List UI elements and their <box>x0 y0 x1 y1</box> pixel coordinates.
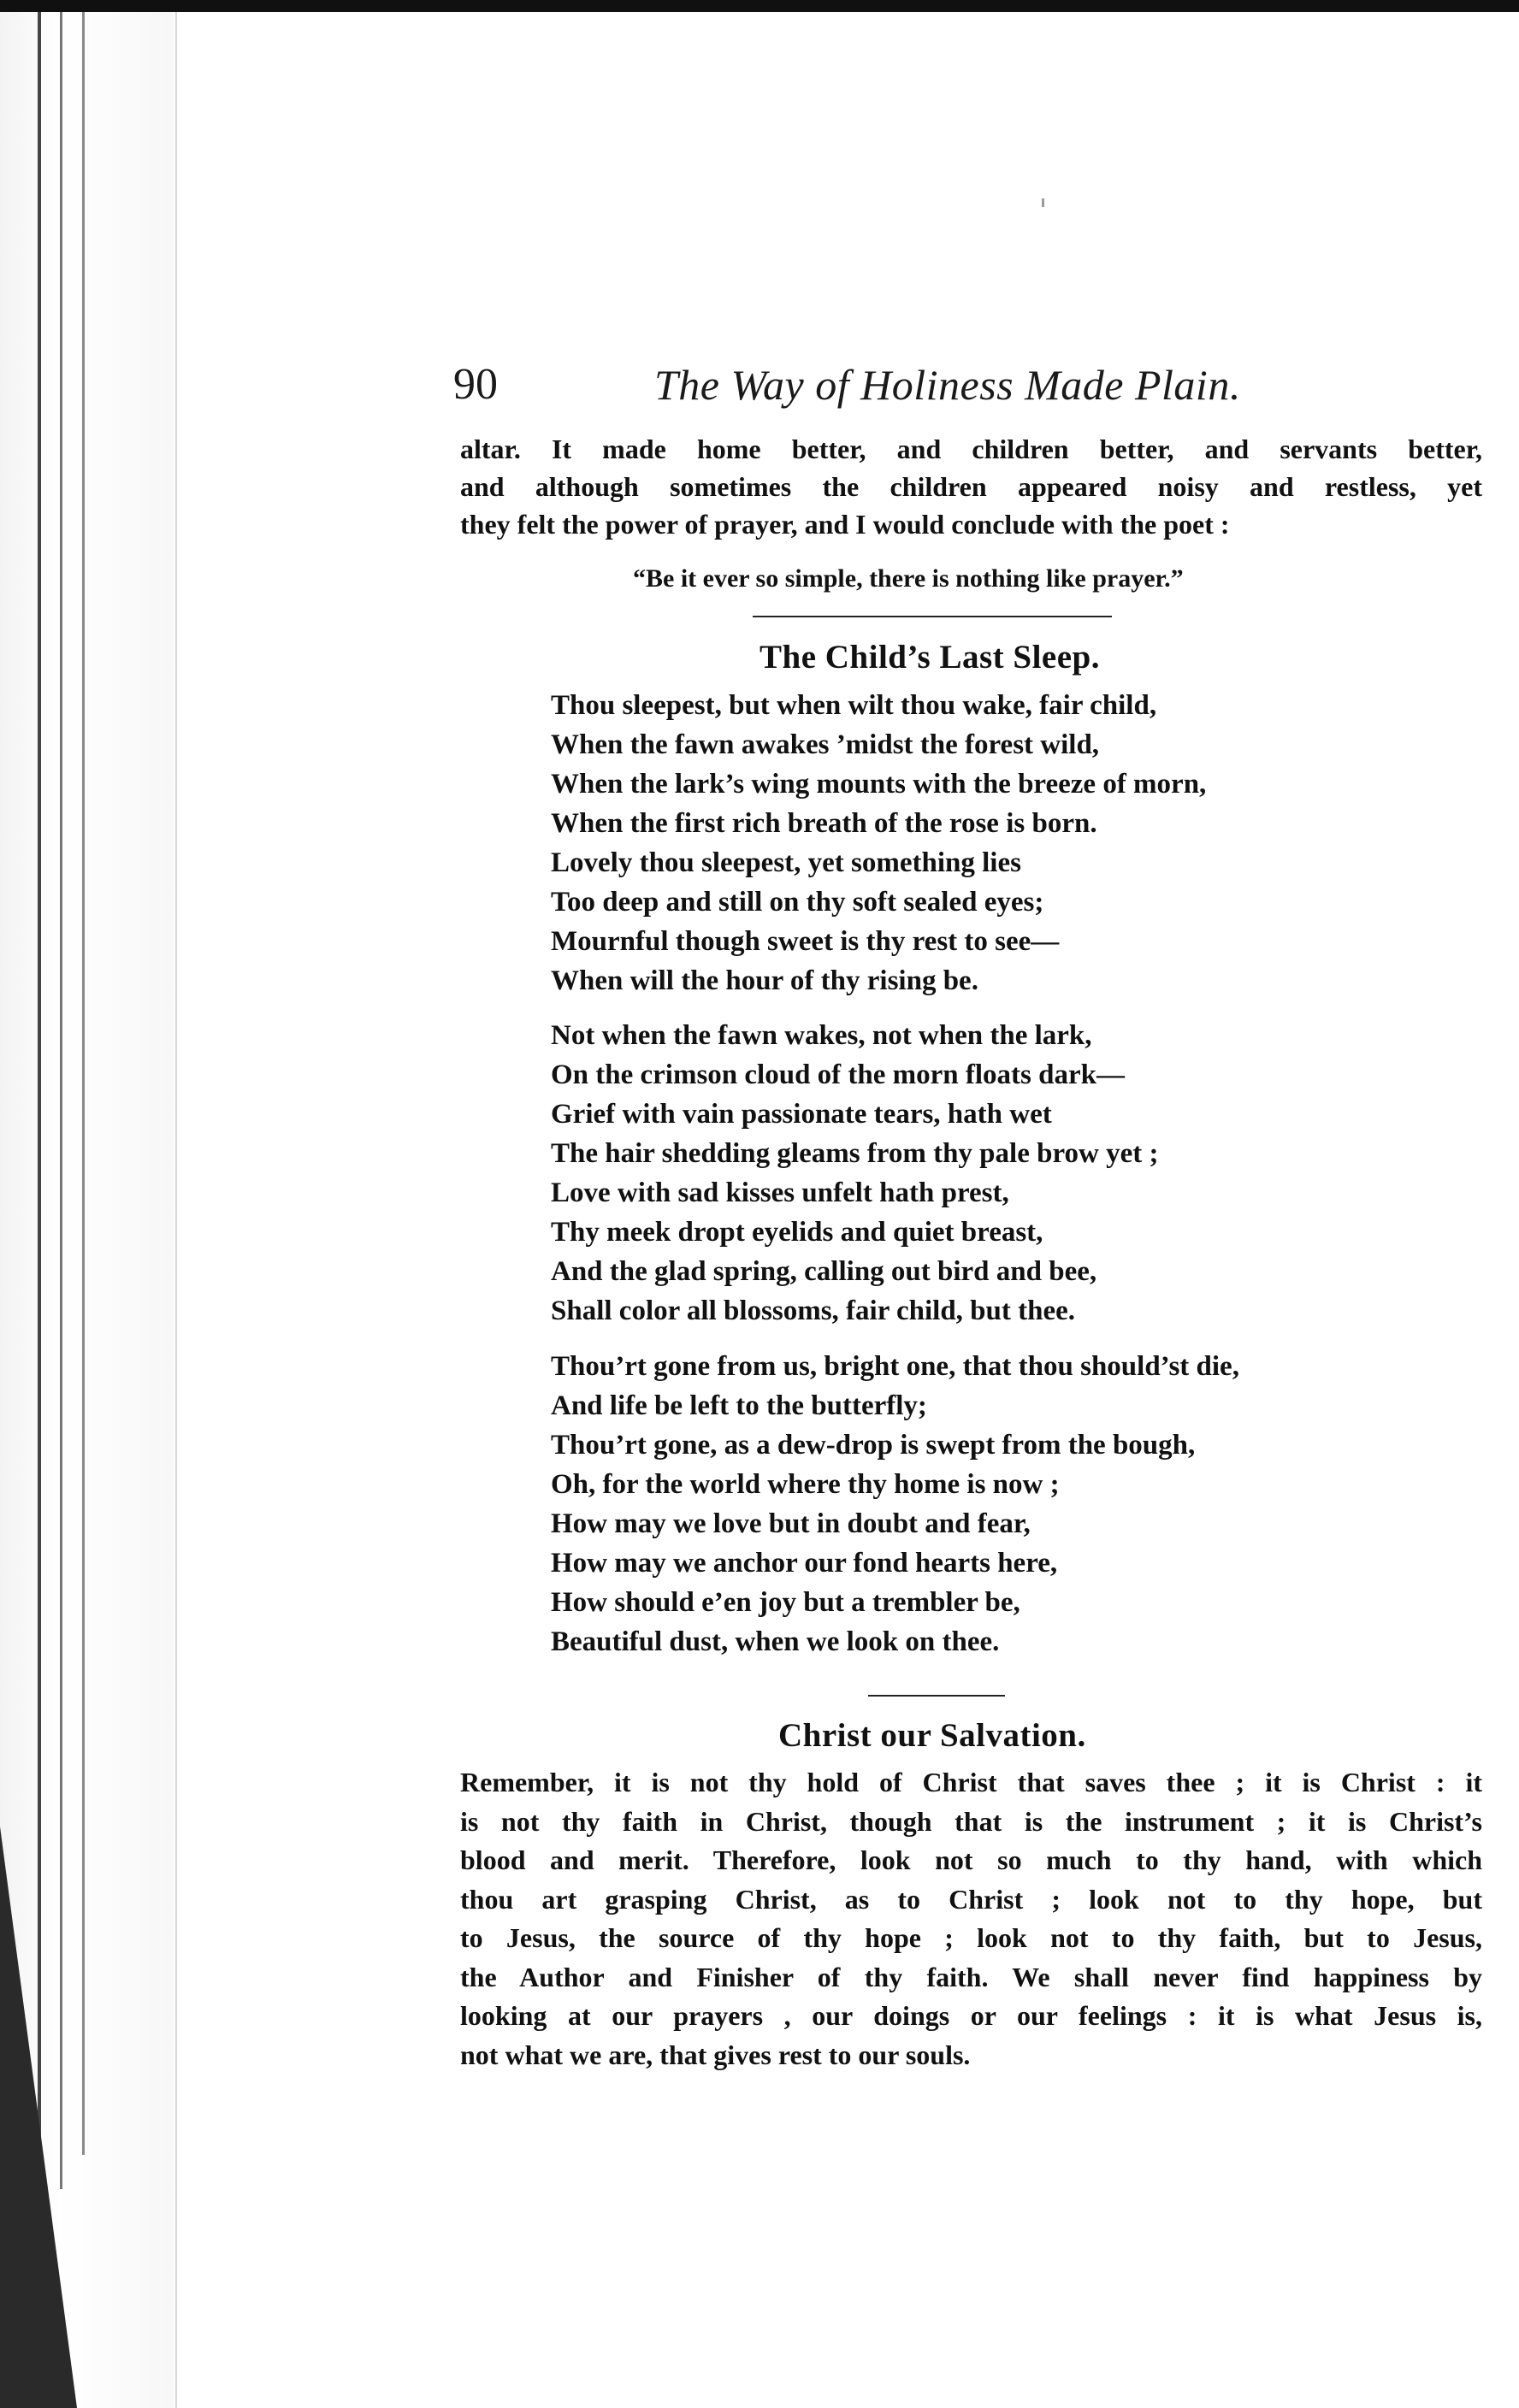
page-corner-shadow <box>0 1827 77 2408</box>
verse-line: Mournful though sweet is thy rest to see— <box>551 926 1060 957</box>
paragraph-line: looking at our prayers , our doings or our feelings : it is what Jesus is, <box>460 2000 1482 2031</box>
scan-speck <box>1042 198 1044 207</box>
verse-line: And the glad spring, calling out bird and bee, <box>551 1256 1097 1287</box>
verse-line: Thou’rt gone, as a dew-drop is swept from the bough, <box>551 1430 1196 1461</box>
verse-line: How may we anchor our fond hearts here, <box>551 1548 1058 1579</box>
poem-title: The Child’s Last Sleep. <box>760 639 1100 676</box>
paragraph-line: the Author and Finisher of thy faith. We shall never find happiness by <box>460 1961 1482 1992</box>
verse-line: When the lark’s wing mounts with the breeze of morn, <box>551 769 1207 800</box>
verse-line: Beautiful dust, when we look on thee. <box>551 1626 1000 1657</box>
page-number: 90 <box>453 360 498 409</box>
paragraph-line: altar. It made home better, and children better, and servants better, <box>460 434 1482 464</box>
quotation: “Be it ever so simple, there is nothing like prayer.” <box>633 564 1184 593</box>
verse-line: When the fawn awakes ’midst the forest wild, <box>551 729 1100 760</box>
page-edge <box>82 0 85 2155</box>
page-header <box>453 351 1351 419</box>
paragraph-line: and although sometimes the children appeared noisy and restless, yet <box>460 471 1482 502</box>
verse-line: Lovely thou sleepest, yet something lies <box>551 847 1021 878</box>
paragraph-line: blood and merit. Therefore, look not so much to thy hand, with which <box>460 1844 1482 1875</box>
opening-paragraph <box>460 430 1482 543</box>
verse-line: Oh, for the world where thy home is now ; <box>551 1469 1060 1500</box>
section-paragraph <box>460 1763 1482 2075</box>
paragraph-line: to Jesus, the source of thy hope ; look not to thy faith, but to Jesus, <box>460 1922 1482 1953</box>
section-divider <box>868 1695 1005 1697</box>
poem-stanza <box>551 686 1406 1000</box>
scan-top-border <box>0 0 1519 12</box>
poem-stanza <box>551 1016 1406 1331</box>
verse-line: Love with sad kisses unfelt hath prest, <box>551 1177 1009 1208</box>
verse-line: Not when the fawn wakes, not when the lark, <box>551 1020 1092 1051</box>
verse-line: Thou’rt gone from us, bright one, that thou should’st die, <box>551 1351 1239 1382</box>
verse-line: How may we love but in doubt and fear, <box>551 1508 1031 1539</box>
paragraph-line: is not thy faith in Christ, though that is the instrument ; it is Christ’s <box>460 1805 1482 1837</box>
paragraph-line: thou art grasping Christ, as to Christ ; look not to thy hope, but <box>460 1883 1482 1915</box>
verse-line: On the crimson cloud of the morn floats dark— <box>551 1059 1125 1090</box>
verse-line: When will the hour of thy rising be. <box>551 965 978 996</box>
verse-line: Shall color all blossoms, fair child, but thee. <box>551 1295 1076 1326</box>
paragraph-line: they felt the power of prayer, and I would conclude with the poet : <box>460 509 1230 540</box>
verse-line: The hair shedding gleams from thy pale brow yet ; <box>551 1138 1159 1169</box>
section-divider <box>753 616 1112 617</box>
verse-line: And life be left to the butterfly; <box>551 1390 927 1421</box>
poem-stanza <box>551 1347 1406 1661</box>
running-title: The Way of Holiness Made Plain. <box>654 361 1241 409</box>
verse-line: When the first rich breath of the rose is born. <box>551 808 1097 839</box>
verse-line: Too deep and still on thy soft sealed eyes; <box>551 887 1044 918</box>
verse-line: Thou sleepest, but when wilt thou wake, fair child, <box>551 690 1157 721</box>
verse-line: How should e’en joy but a trembler be, <box>551 1587 1020 1618</box>
section-title: Christ our Salvation. <box>778 1717 1086 1754</box>
paragraph-line: Remember, it is not thy hold of Christ that saves thee ; it is Christ : it <box>460 1767 1482 1797</box>
verse-line: Thy meek dropt eyelids and quiet breast, <box>551 1217 1043 1248</box>
paragraph-line: not what we are, that gives rest to our souls. <box>460 2039 971 2070</box>
page-edge <box>175 0 177 2408</box>
verse-line: Grief with vain passionate tears, hath wet <box>551 1099 1052 1130</box>
